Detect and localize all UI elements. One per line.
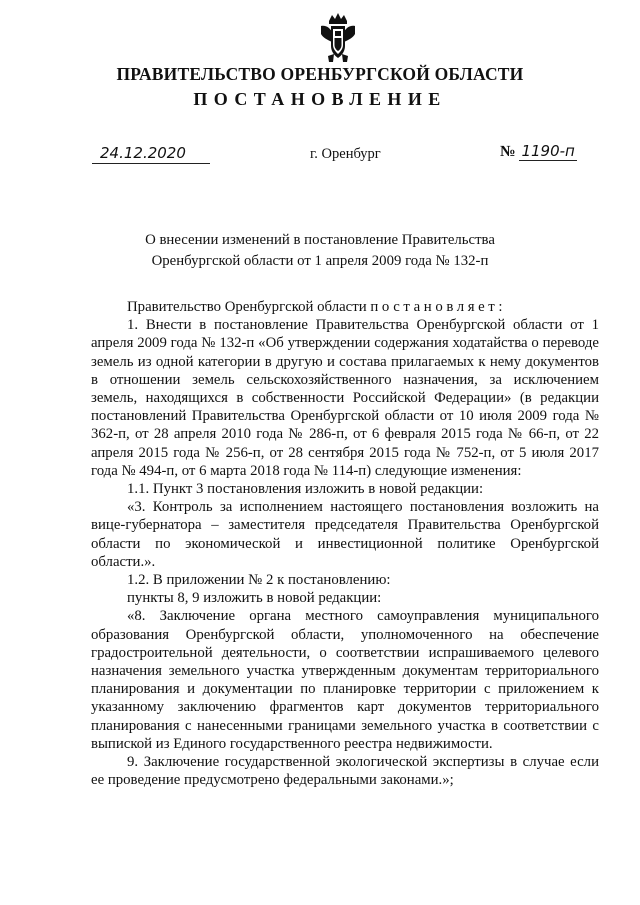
document-body (91, 298, 599, 789)
intro-prefix: Правительство Оренбургской области (127, 299, 367, 315)
document-type: ПОСТАНОВЛЕНИЕ (193, 89, 447, 109)
paragraph-1-2-sub: пункты 8, 9 изложить в новой редакции: (127, 590, 382, 607)
subject-line: Оренбургской области от 1 апреля 2009 года № 132-п (151, 253, 489, 269)
paragraph-1-1-text: «3. Контроль за исполнением настоящего постановления возложить на вице-губернатора – заместителя председателя Правительства Оренбургской области по экономической и инвестиционной политике Оренбургской области.». (91, 499, 599, 570)
government-title: ПРАВИТЕЛЬСТВО ОРЕНБУРГСКОЙ ОБЛАСТИ (116, 64, 524, 84)
document-city: г. Оренбург (310, 146, 381, 162)
paragraph-1-1: 1.1. Пункт 3 постановления изложить в новой редакции: (127, 481, 484, 498)
paragraph-1: 1. Внести в постановление Правительства Оренбургской области от 1 апреля 2009 года № 132-п «Об утверждении содержания ходатайства о переводе земель из одной категории в другую и состава прилагаемых к нему документов в отношении земель сельскохозяйственного назначения, за исключением земель, находящихся в собственности Российской Федерации» (в редакции постановлений Правительства Оренбургской области от 10 июля 2009 года № 362-п, от 28 апреля 2010 года № 286-п, от 6 февраля 2015 года № 66-п, от 22 апреля 2015 года № 256-п, от 28 сентября 2015 года № 752-п, от 5 июля 2017 года № 494-п, от 6 марта 2018 года № 114-п) следующие изменения: (91, 317, 599, 479)
intro-decree-word: постановляет: (370, 299, 507, 315)
paragraph-1-2: 1.2. В приложении № 2 к постановлению: (127, 572, 391, 589)
paragraph-9: 9. Заключение государственной экологической экспертизы в случае если ее проведение предусмотрено федеральными законами.»; (91, 754, 599, 789)
subject-line: О внесении изменений в постановление Правительства (145, 232, 495, 248)
paragraph-8: «8. Заключение органа местного самоуправления муниципального образования Оренбургской области, уполномоченного на обеспечение градостроительной деятельности, о соответствии испрашиваемого целевого назначения земельного участка утвержденным документам территориального планирования и документации по планировке территории с приложением к указанному заключению фрагментов карт документов территориального планирования с нанесенными границами земельного участка в соответствии с выпиской из Единого государственного реестра недвижимости. (91, 608, 599, 752)
intro-paragraph (91, 298, 599, 316)
number-value: 1190-п (521, 142, 575, 160)
document-number (500, 142, 577, 161)
number-prefix: № (500, 143, 516, 160)
document-subject (0, 230, 640, 272)
document-date: 24.12.2020 (92, 143, 210, 164)
orenburg-coat-of-arms-icon (318, 12, 358, 64)
